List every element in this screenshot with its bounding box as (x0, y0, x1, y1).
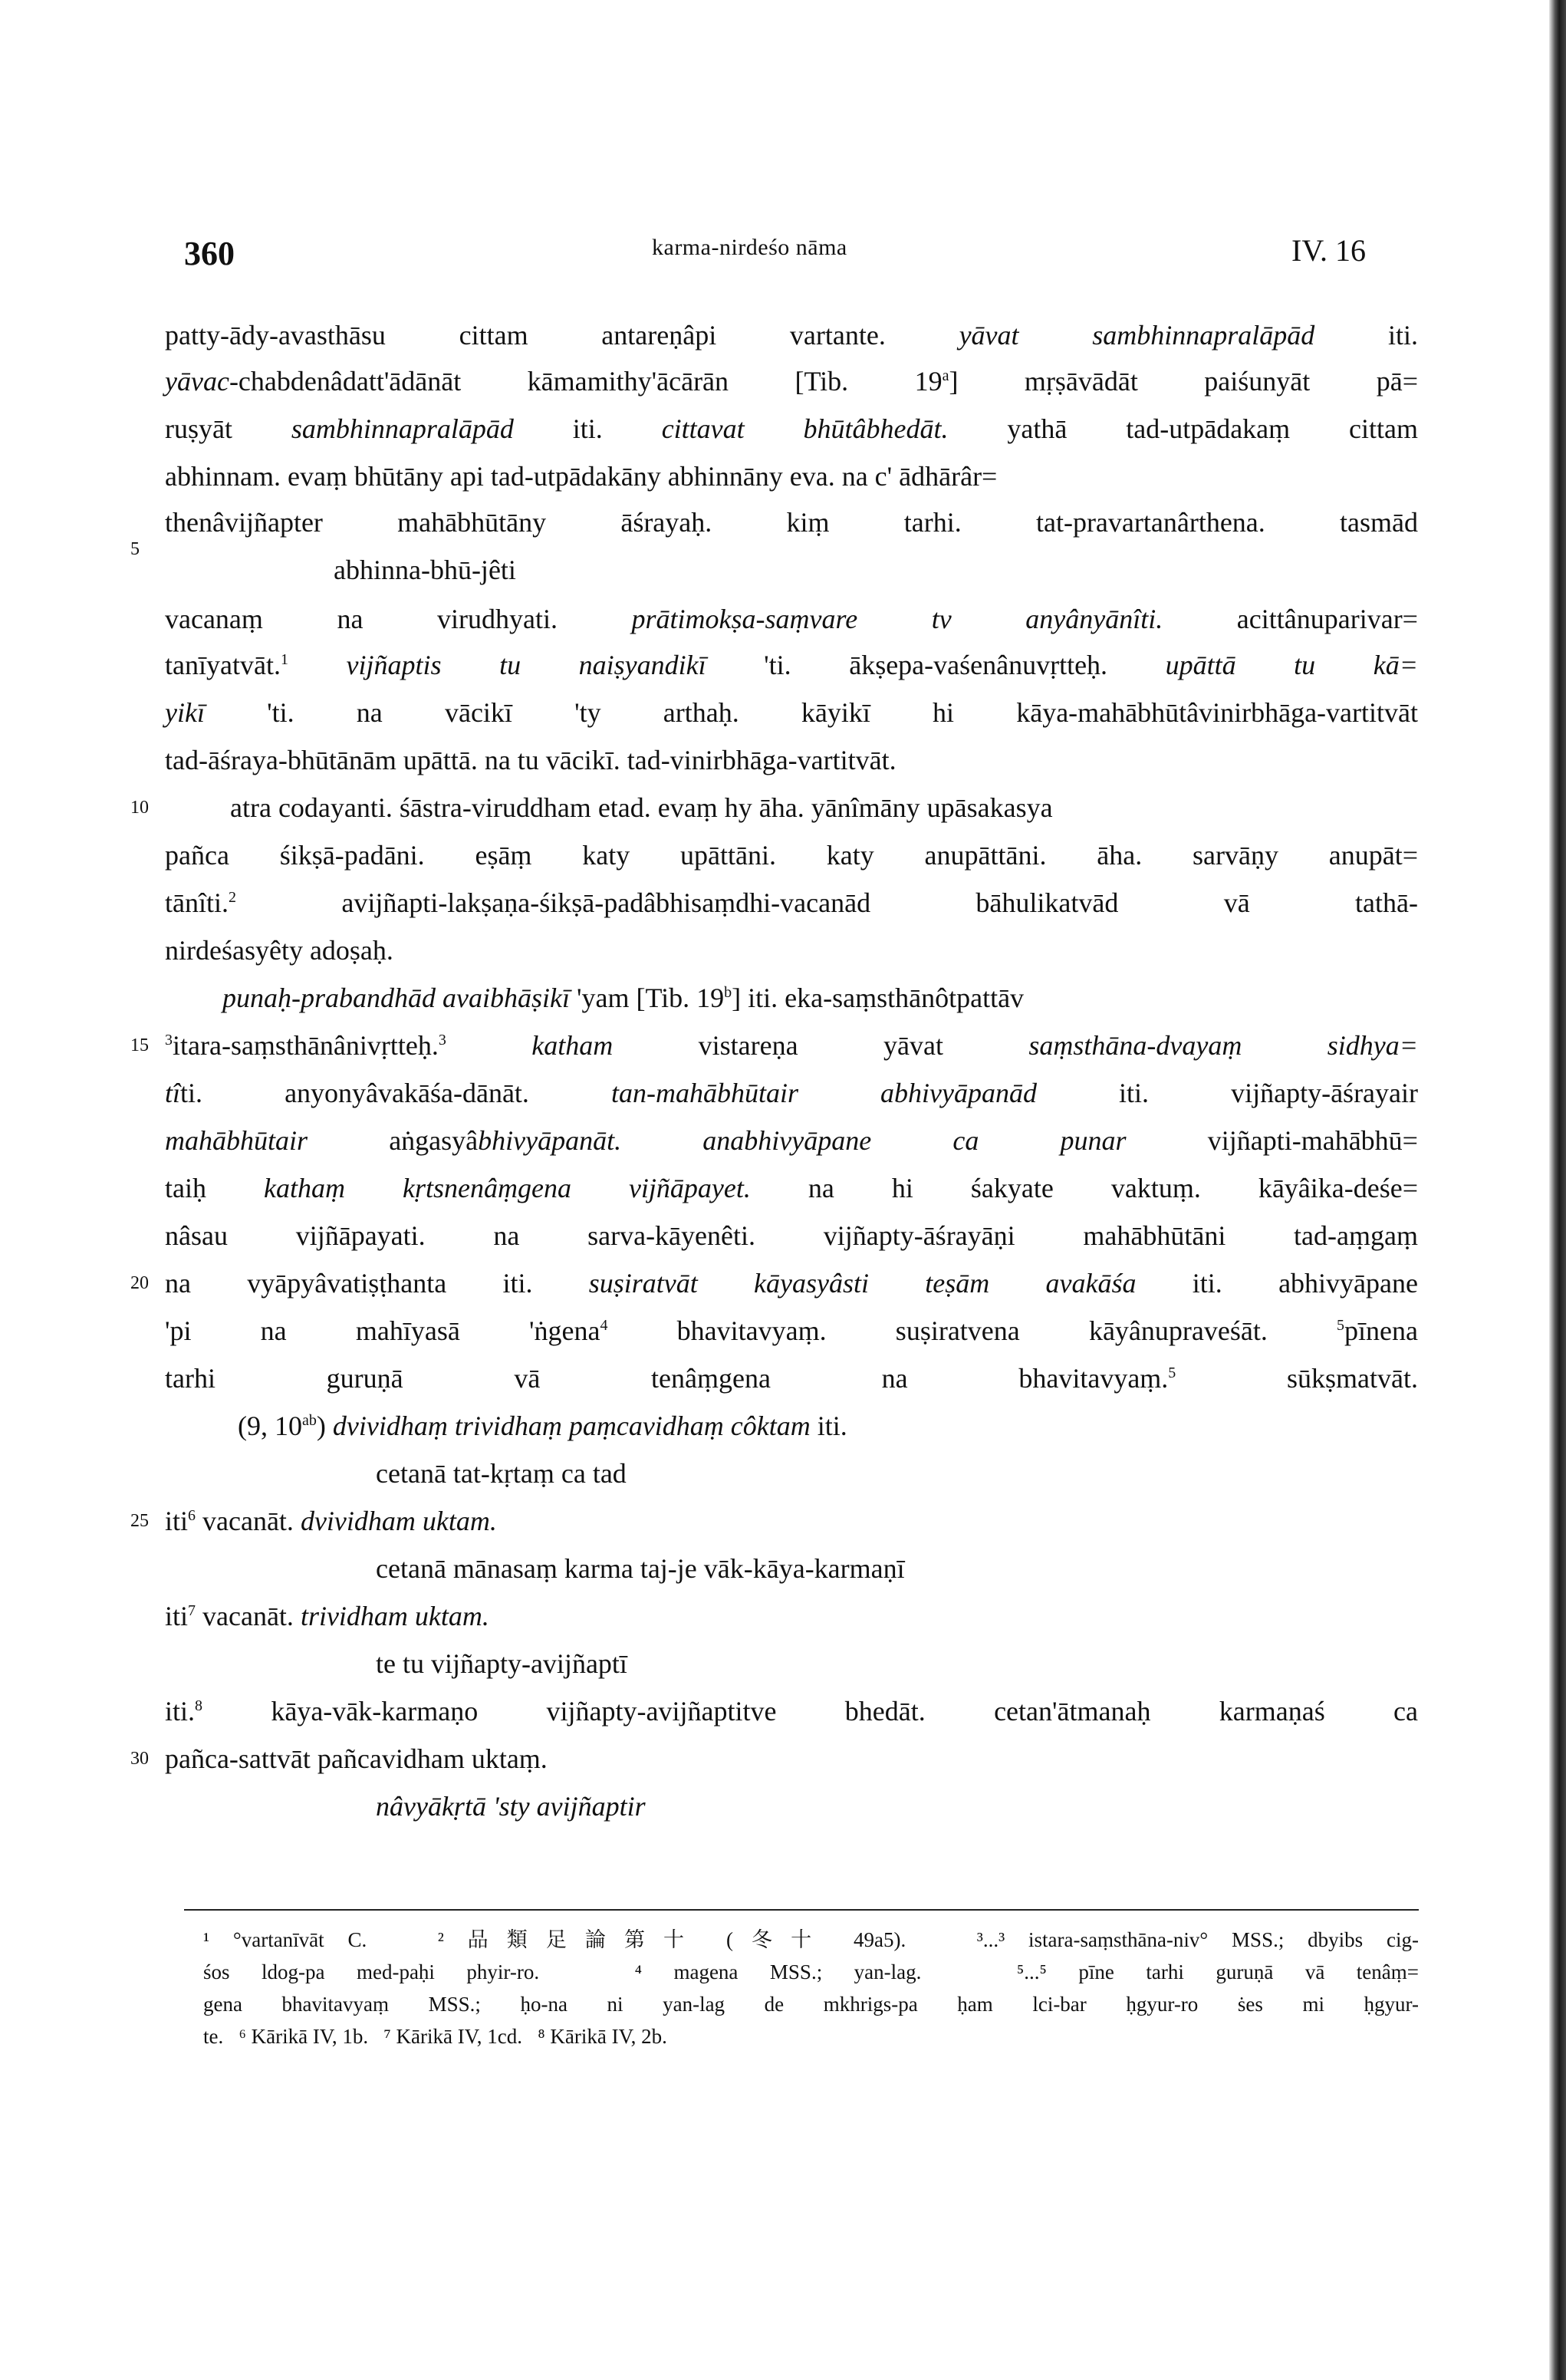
text-segment: cetanā tat-kṛtaṃ ca tad (376, 1458, 627, 1489)
text-segment: pañca-sattvāt pañcavidham uktaṃ. (165, 1743, 548, 1774)
text-segment: iti. (1314, 320, 1418, 351)
text-line (165, 1694, 1418, 1728)
page-number: 360 (184, 235, 235, 272)
text-segment: taiḥ (165, 1173, 264, 1203)
text-segment: aṅgasyâ (308, 1125, 479, 1156)
text-segment: sambhinnapralāpād (291, 413, 514, 444)
text-line (222, 981, 1024, 1015)
text-segment: patty-ādy-avasthāsu cittam antareṇâpi vartante. (165, 320, 959, 351)
text-segment: prātimokṣa-saṃvare tv anyânyānîti. (631, 604, 1163, 634)
text-line (165, 743, 897, 777)
text-segment: 5 (1168, 1364, 1176, 1381)
text-segment: saṃsthāna-dvayaṃ sidhya= (1028, 1030, 1419, 1061)
text-line (238, 1409, 847, 1443)
text-line (165, 1504, 497, 1538)
text-segment: trividham uktam. (300, 1601, 489, 1631)
footnote-line: te. ⁶ Kārikā IV, 1b. ⁷ Kārikā IV, 1cd. ⁸ Kārikā IV, 2b. (203, 2025, 667, 2048)
running-title: karma-nirdeśo nāma (652, 235, 847, 260)
text-segment: vijñapti-mahābhū= (1126, 1125, 1418, 1156)
text-segment: vacanāt. (196, 1601, 301, 1631)
text-segment: nâvyākṛtā 'sty avijñaptir (376, 1791, 646, 1822)
text-segment: pīnena (1344, 1315, 1419, 1346)
text-line (376, 1789, 646, 1823)
text-segment: ] iti. eka-saṃsthānôtpattāv (732, 983, 1025, 1013)
footnote-line: ¹ °vartanīvāt C. ² 品類足論第十 (冬十 49a5). ³...³ istara-saṃsthāna-niv° MSS.; dbyibs cig- (203, 1928, 1419, 1951)
text-segment: pañca śikṣā-padāni. eṣāṃ katy upāttāni. katy anupāttāni. āha. sarvāṇy anupāt= (165, 840, 1418, 871)
text-segment: 7 (188, 1602, 196, 1619)
text-line (165, 1076, 1418, 1110)
text-segment: 4 (600, 1317, 608, 1334)
text-segment: yathā tad-utpādakaṃ cittam (948, 413, 1419, 444)
text-segment: itara-saṃsthānânivṛtteḥ. (173, 1030, 439, 1061)
text-segment: bhavitavyaṃ. suṣiratvena kāyânupraveśāt. (607, 1315, 1337, 1346)
line-number: 15 (130, 1035, 149, 1055)
text-segment: kathaṃ kṛtsnenâṃgena vijñāpayet. (264, 1173, 751, 1203)
text-segment: ruṣyāt (165, 413, 291, 444)
text-segment: iti. (810, 1411, 847, 1441)
text-line (334, 553, 516, 587)
text-line (165, 933, 393, 967)
text-segment: punaḥ-prabandhād avaibhāṣikī (222, 983, 570, 1013)
text-segment: b (724, 984, 732, 1001)
text-segment: yāvat sambhinnapralāpād (959, 320, 1315, 351)
text-segment: 'ti. na vācikī 'ty arthaḥ. kāyikī hi kāya-mahābhūtâvinirbhāga-vartitvāt (204, 697, 1418, 728)
text-line (165, 412, 1418, 446)
text-segment: tad-āśraya-bhūtānām upāttā. na tu vācikī. tad-vinirbhāga-vartitvāt. (165, 745, 897, 775)
text-line (165, 459, 997, 493)
text-segment: suṣiratvāt kāyasyâsti teṣām avakāśa (588, 1268, 1137, 1299)
text-segment: 'yam [Tib. 19 (569, 983, 725, 1013)
text-segment: cittavat bhūtâbhedāt. (661, 413, 949, 444)
text-line (165, 364, 1418, 398)
text-segment: katham (531, 1030, 614, 1061)
text-segment: tānîti. (165, 887, 229, 918)
text-line (165, 1361, 1418, 1395)
text-line (230, 791, 1053, 825)
text-line (165, 1599, 489, 1633)
text-segment: 3 (165, 1032, 173, 1048)
text-segment: tî (165, 1078, 181, 1108)
text-segment: 6 (188, 1507, 196, 1524)
text-segment: 8 (195, 1697, 203, 1714)
text-segment: ) (316, 1411, 333, 1441)
text-segment: tarhi guruṇā vā tenâṃgena na bhavitavyaṃ. (165, 1363, 1169, 1394)
text-segment: te tu vijñapty-avijñaptī (376, 1648, 627, 1679)
text-line (165, 1314, 1418, 1348)
text-segment: cetanā mānasaṃ karma taj-je vāk-kāya-karmaṇī (376, 1553, 905, 1584)
text-segment: sūkṣmatvāt. (1176, 1363, 1418, 1394)
line-number: 5 (130, 539, 140, 559)
binding-edge (1549, 0, 1566, 2380)
text-segment: -chabdenâdatt'ādānāt kāmamithy'ācārān [Tib. 19 (229, 366, 943, 397)
text-segment (288, 650, 347, 680)
text-line (165, 1124, 1418, 1157)
text-line (165, 602, 1418, 636)
text-segment: mahābhūtair (165, 1125, 308, 1156)
line-number: 20 (130, 1273, 149, 1293)
text-line (165, 886, 1418, 920)
text-segment: na hi śakyate vaktuṃ. kāyâika-deśe= (750, 1173, 1419, 1203)
text-segment: abhinna-bhū-jêti (334, 555, 516, 585)
text-segment: ti. anyonyâvakāśa-dānāt. (180, 1078, 611, 1108)
text-segment: yāvac (165, 366, 229, 397)
text-segment: tan-mahābhūtair abhivyāpanād (610, 1078, 1037, 1108)
text-line (165, 1171, 1418, 1205)
footnote-line: śos ldog-pa med-paḥi phyir-ro. ⁴ magena MSS.; yan-lag. ⁵...⁵ pīne tarhi guruṇā vā tenâṃ= (203, 1960, 1419, 1983)
text-segment: vacanāt. (196, 1506, 301, 1536)
text-line (165, 1266, 1418, 1300)
text-line (165, 648, 1418, 682)
text-segment: dvividham uktam. (300, 1506, 497, 1536)
text-segment: 3 (438, 1032, 446, 1048)
text-segment: a (942, 367, 949, 384)
text-segment: iti. vijñapty-āśrayair (1037, 1078, 1419, 1108)
text-segment: nâsau vijñāpayati. na sarva-kāyenêti. vijñapty-āśrayāṇi mahābhūtāni tad-aṃgaṃ (165, 1220, 1418, 1251)
text-segment: iti (165, 1601, 189, 1631)
text-segment: kāya-vāk-karmaṇo vijñapty-avijñaptitve bhedāt. cetan'ātmanaḥ karmaṇaś ca (202, 1696, 1418, 1727)
line-number: 30 (130, 1749, 149, 1769)
text-line (376, 1457, 627, 1490)
text-line (165, 1029, 1418, 1062)
text-segment: abhinnam. evaṃ bhūtāny api tad-utpādakāny abhinnāny eva. na c' ādhārâr= (165, 461, 998, 492)
text-segment: iti (165, 1506, 189, 1536)
text-segment: 'ti. ākṣepa-vaśenânuvṛtteḥ. (706, 650, 1166, 680)
text-line (376, 1647, 627, 1680)
text-segment: bhivyāpanāt. anabhivyāpane ca punar (478, 1125, 1127, 1156)
text-segment: nirdeśasyêty adoṣaḥ. (165, 935, 393, 966)
text-segment: iti. (513, 413, 662, 444)
text-segment: acittânuparivar= (1163, 604, 1418, 634)
text-segment: thenâvijñapter mahābhūtāny āśrayaḥ. kiṃ tarhi. tat-pravartanârthena. tasmād (165, 507, 1418, 538)
text-line (165, 1742, 548, 1776)
text-segment: 5 (1337, 1317, 1345, 1334)
text-segment: iti. (165, 1696, 196, 1727)
text-segment: 2 (229, 889, 236, 906)
footnote-rule (184, 1909, 1419, 1911)
text-line (165, 1219, 1418, 1253)
text-segment: (9, 10 (238, 1411, 302, 1441)
text-segment: 'pi na mahīyasā 'ṅgena (165, 1315, 600, 1346)
line-number: 25 (130, 1511, 149, 1531)
text-segment: 1 (280, 651, 288, 668)
text-segment: upāttā tu kā= (1165, 650, 1419, 680)
footnote-line: gena bhavitavyaṃ MSS.; ḥo-na ni yan-lag de mkhrigs-pa ḥam lci-bar ḥgyur-ro ṡes mi ḥgyur- (203, 1993, 1419, 2016)
text-segment: vistareṇa yāvat (613, 1030, 1029, 1061)
text-segment: na vyāpyâvatiṣṭhanta iti. (165, 1268, 589, 1299)
text-line (165, 838, 1418, 872)
text-segment: tanīyatvāt. (165, 650, 281, 680)
text-segment: vijñaptis tu naiṣyandikī (346, 650, 706, 680)
text-segment: iti. abhivyāpane (1136, 1268, 1418, 1299)
section-reference: IV. 16 (1291, 233, 1367, 268)
text-segment: yikī (165, 697, 205, 728)
text-line (376, 1552, 905, 1585)
text-segment: ] mṛṣāvādāt paiśunyāt pā= (949, 366, 1418, 397)
text-line (165, 505, 1418, 539)
text-line (165, 318, 1418, 352)
text-line (165, 696, 1418, 729)
text-segment: vacanaṃ na virudhyati. (165, 604, 632, 634)
line-number: 10 (130, 798, 149, 818)
text-segment: ab (302, 1412, 317, 1429)
text-segment: dvividhaṃ trividhaṃ paṃcavidhaṃ côktam (332, 1411, 811, 1441)
text-segment (446, 1030, 531, 1061)
text-segment: avijñapti-lakṣaṇa-śikṣā-padâbhisaṃdhi-vacanād bāhulikatvād vā tathā- (236, 887, 1418, 918)
text-segment: atra codayanti. śāstra-viruddham etad. evaṃ hy āha. yānîmāny upāsakasya (230, 792, 1053, 823)
